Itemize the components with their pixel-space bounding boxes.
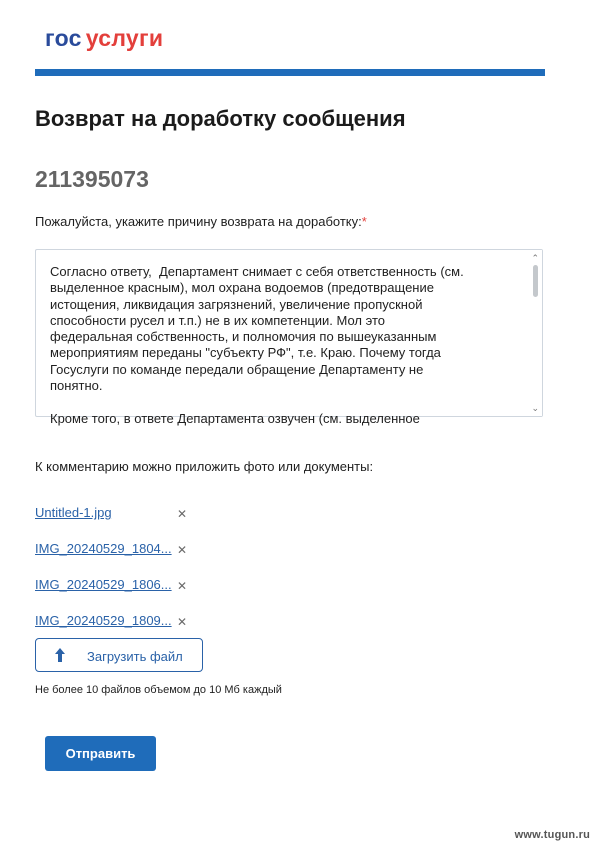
attachment-link[interactable]: IMG_20240529_1804... — [35, 541, 172, 556]
logo-text-uslugi: услуги — [85, 25, 164, 51]
logo-text-gos: гос — [45, 25, 82, 51]
remove-attachment-icon[interactable]: ✕ — [177, 507, 188, 521]
remove-attachment-icon[interactable]: ✕ — [177, 543, 188, 557]
reason-scrollbar[interactable] — [528, 250, 542, 416]
scroll-up-icon[interactable]: ⌃ — [531, 253, 539, 263]
reason-label — [35, 214, 367, 229]
header-accent-bar — [35, 69, 545, 76]
scroll-down-icon[interactable]: ⌄ — [531, 403, 539, 413]
submit-button[interactable]: Отправить — [45, 736, 156, 771]
required-mark: * — [361, 214, 367, 229]
remove-attachment-icon[interactable]: ✕ — [177, 579, 188, 593]
remove-attachment-icon[interactable]: ✕ — [177, 615, 188, 629]
attachment-item — [35, 541, 195, 561]
upload-file-button[interactable] — [35, 638, 203, 672]
upload-file-label: Загрузить файл — [87, 649, 183, 664]
attachments-hint: К комментарию можно приложить фото или документы: — [35, 459, 374, 474]
reason-label-text: Пожалуйста, укажите причину возврата на доработку: — [35, 214, 362, 229]
attachment-link[interactable]: IMG_20240529_1806... — [35, 577, 172, 592]
message-id: 211395073 — [35, 166, 149, 192]
reason-textarea[interactable] — [35, 249, 543, 426]
page-title: Возврат на доработку сообщения — [35, 106, 406, 131]
gosuslugi-logo[interactable] — [45, 25, 163, 52]
upload-limit-note: Не более 10 файлов объемом до 10 Мб каждый — [35, 684, 282, 696]
scroll-thumb[interactable] — [533, 265, 538, 297]
attachment-link[interactable]: IMG_20240529_1809... — [35, 613, 172, 628]
upload-arrow-icon — [54, 647, 66, 663]
attachment-item — [35, 505, 195, 525]
reason-text[interactable]: Согласно ответу, Департамент снимает с себя ответственность (см. выделенное красным), мол охрана водоемов (предотвращение истощения, ликвидация загрязнений, увеличение пропускной способности русел и т.п.) не в их компетенции. Мол это федеральная собственность, и полномочия по вышеуказанным мероприятиям переданы "субъекту РФ", т.е. Краю. Почему тогда Госуслуги по команде передали обращение Департаменту не понятно. Кроме того, в ответе Департамента озвучен (см. выделенное — [50, 264, 464, 426]
attachment-item — [35, 577, 195, 597]
attachment-link[interactable]: Untitled-1.jpg — [35, 505, 112, 520]
attachment-item — [35, 613, 195, 633]
watermark: www.tugun.ru — [514, 829, 590, 841]
